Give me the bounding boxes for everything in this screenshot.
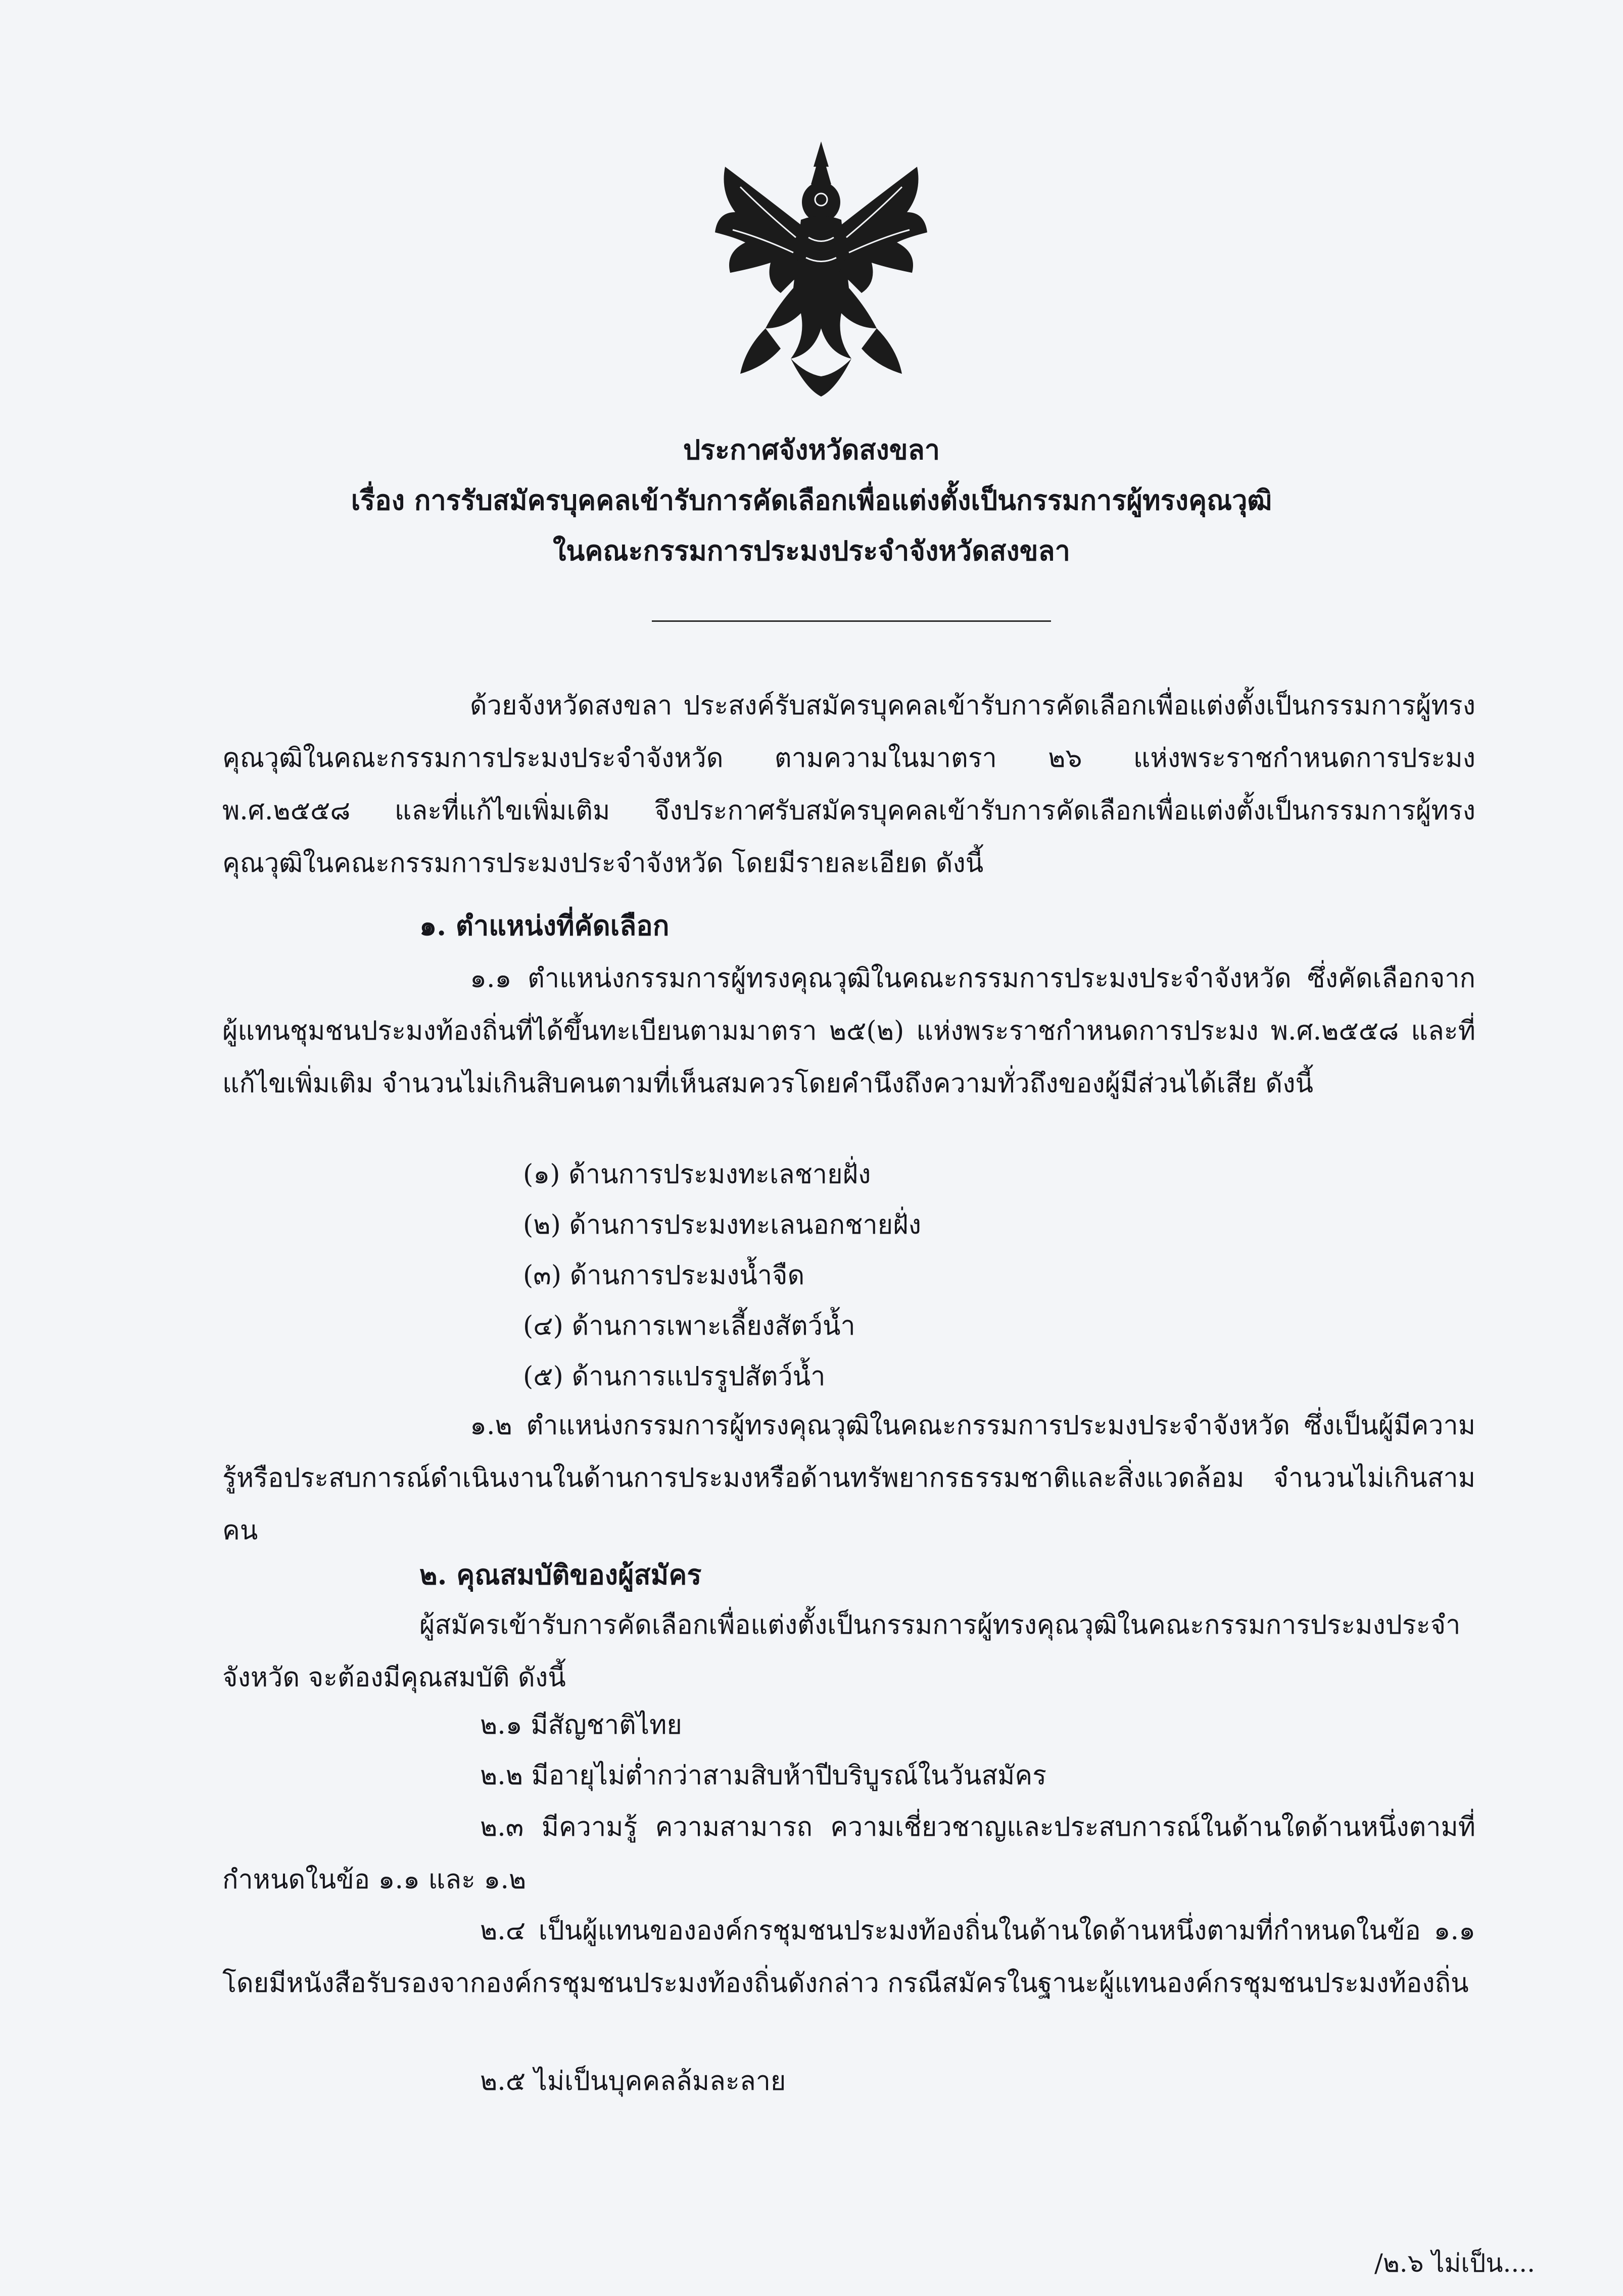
qualification-2-1: ๒.๑ มีสัญชาติไทย: [480, 1710, 682, 1740]
garuda-emblem-icon: [705, 136, 937, 399]
qualification-2-5: ๒.๕ ไม่เป็นบุคคลล้มละลาย: [480, 2066, 786, 2096]
continuation-note: /๒.๖ ไม่เป็น....: [1374, 2249, 1536, 2278]
list-item: (๒) ด้านการประมงทะเลนอกชายฝั่ง: [523, 1210, 921, 1240]
list-item: (๓) ด้านการประมงน้ำจืด: [523, 1260, 805, 1291]
list-item: (๔) ด้านการเพาะเลี้ยงสัตว์น้ำ: [523, 1311, 855, 1341]
announcement-subject: เรื่อง การรับสมัครบุคคลเข้ารับการคัดเลือกเพื่อแต่งตั้งเป็นกรรมการผู้ทรงคุณวุฒิ: [351, 484, 1272, 516]
section-1-1-paragraph: ๑.๑ ตำแหน่งกรรมการผู้ทรงคุณวุฒิในคณะกรรมการประมงประจำจังหวัด ซึ่งคัดเลือกจากผู้แทนชุมชนประมงท้องถิ่นที่ได้ขึ้นทะเบียนตามมาตรา ๒๕(๒) แห่งพระราชกำหนดการประมง พ.ศ.๒๕๕๘ และที่แก้ไขเพิ่มเติม จำนวนไม่เกินสิบคนตามที่เห็นสมควรโดยคำนึงถึงความทั่วถึงของผู้มีส่วนได้เสีย ดังนี้: [222, 963, 1475, 1099]
qualification-2-4: ๒.๔ เป็นผู้แทนขององค์กรชุมชนประมงท้องถิ่นในด้านใดด้านหนึ่งตามที่กำหนดในข้อ ๑.๑ โดยมีหนังสือรับรองจากองค์กรชุมชนประมงท้องถิ่นดังกล่าว กรณีสมัครในฐานะผู้แทนองค์กรชุมชนประมงท้องถิ่น: [222, 1916, 1475, 1998]
section-1-heading: ๑. ตำแหน่งที่คัดเลือก: [419, 909, 670, 942]
announcement-title: ประกาศจังหวัดสงขลา: [683, 433, 940, 466]
section-1-2-paragraph: ๑.๒ ตำแหน่งกรรมการผู้ทรงคุณวุฒิในคณะกรรมการประมงประจำจังหวัด ซึ่งเป็นผู้มีความรู้หรือประสบการณ์ดำเนินงานในด้านการประมงหรือด้านทรัพยากรธรรมชาติและสิ่งแวดล้อม จำนวนไม่เกินสามคน: [222, 1410, 1475, 1546]
section-2-intro: ผู้สมัครเข้ารับการคัดเลือกเพื่อแต่งตั้งเป็นกรรมการผู้ทรงคุณวุฒิในคณะกรรมการประมงประจำจังหวัด จะต้องมีคุณสมบัติ ดังนี้: [222, 1610, 1461, 1693]
list-item: (๑) ด้านการประมงทะเลชายฝั่ง: [523, 1159, 871, 1190]
section-2-heading: ๒. คุณสมบัติของผู้สมัคร: [419, 1558, 702, 1591]
list-item: (๕) ด้านการแปรรูปสัตว์น้ำ: [523, 1361, 826, 1392]
announcement-subject-cont: ในคณะกรรมการประมงประจำจังหวัดสงขลา: [553, 534, 1070, 567]
qualification-2-3: ๒.๓ มีความรู้ ความสามารถ ความเชี่ยวชาญและประสบการณ์ในด้านใดด้านหนึ่งตามที่กำหนดในข้อ ๑.๑ และ ๑.๒: [222, 1812, 1475, 1895]
title-divider: [652, 620, 1051, 622]
intro-paragraph: ด้วยจังหวัดสงขลา ประสงค์รับสมัครบุคคลเข้ารับการคัดเลือกเพื่อแต่งตั้งเป็นกรรมการผู้ทรงคุณวุฒิในคณะกรรมการประมงประจำจังหวัด ตามความในมาตรา ๒๖ แห่งพระราชกำหนดการประมง พ.ศ.๒๕๕๘ และที่แก้ไขเพิ่มเติม จึงประกาศรับสมัครบุคคลเข้ารับการคัดเลือกเพื่อแต่งตั้งเป็นกรรมการผู้ทรงคุณวุฒิในคณะกรรมการประมงประจำจังหวัด โดยมีรายละเอียด ดังนี้: [222, 691, 1475, 878]
qualification-2-2: ๒.๒ มีอายุไม่ต่ำกว่าสามสิบห้าปีบริบูรณ์ในวันสมัคร: [480, 1761, 1047, 1791]
